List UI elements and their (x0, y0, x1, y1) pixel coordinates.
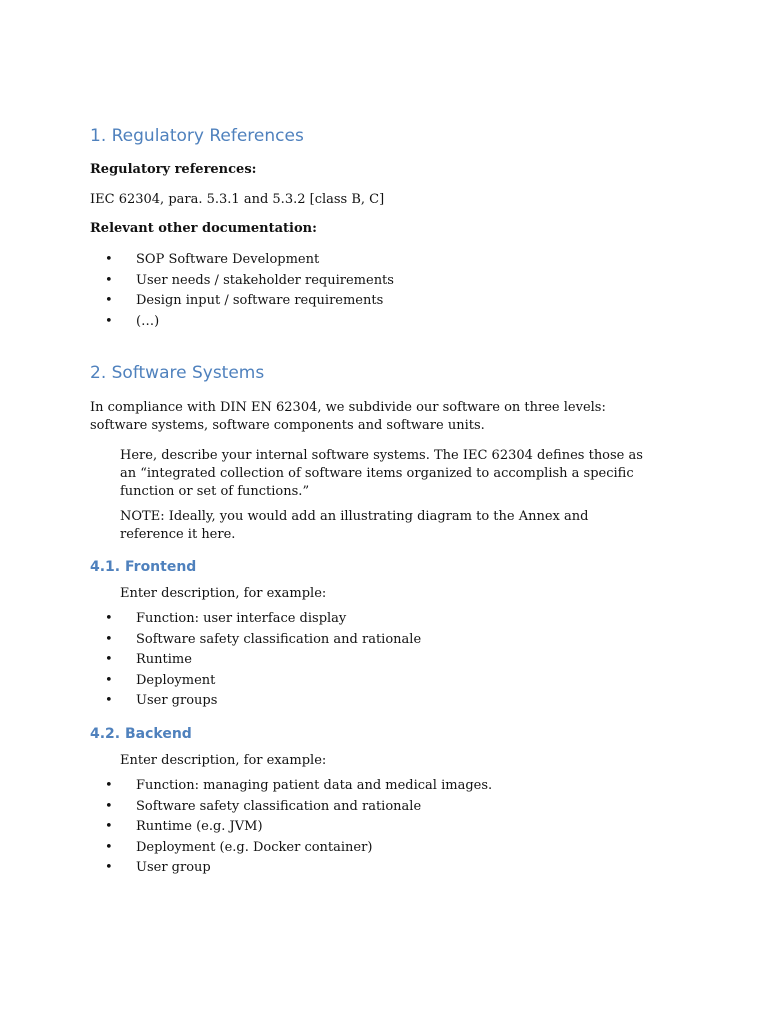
regulatory-references-text: IEC 62304, para. 5.3.1 and 5.3.2 [class B, C] (90, 192, 385, 207)
bullet-icon: • (105, 778, 113, 793)
list-item: • Deployment (105, 672, 216, 688)
other-documentation-label: Relevant other documentation: (90, 221, 317, 236)
list-item: • Deployment (e.g. Docker container) (105, 839, 373, 855)
regulatory-references-label: Regulatory references: (90, 162, 257, 177)
bullet-icon: • (105, 272, 113, 288)
frontend-intro: Enter description, for example: (120, 586, 327, 601)
backend-intro: Enter description, for example: (120, 753, 327, 768)
bullet-icon: • (105, 693, 113, 708)
bullet-icon: • (105, 860, 113, 875)
list-item: • Runtime (105, 652, 192, 667)
list-item: • Design input / software requirements (105, 293, 384, 308)
list-item: • Software safety classification and rationale (105, 631, 422, 647)
bullet-icon: • (105, 798, 113, 814)
backend-heading: 4.2. Backend (90, 726, 192, 742)
list-item: • Function: user interface display (105, 611, 347, 626)
bullet-icon: • (105, 672, 113, 688)
bullet-icon: • (105, 819, 113, 834)
section-2-heading: 2. Software Systems (90, 363, 265, 383)
list-item: • Software safety classification and rationale (105, 798, 422, 814)
frontend-heading: 4.1. Frontend (90, 559, 197, 575)
list-item: • Function: managing patient data and medical images. (105, 778, 493, 793)
list-item: • Runtime (e.g. JVM) (105, 819, 263, 834)
section-2-intro: In compliance with DIN EN 62304, we subdivide our software on three levels: software systems, software components and software units. (90, 400, 606, 433)
frontend-list (91, 610, 421, 713)
backend-list (91, 777, 492, 880)
bullet-icon: • (105, 293, 113, 308)
bullet-icon: • (105, 652, 113, 667)
list-item: • SOP Software Development (105, 252, 320, 267)
list-item: • User groups (105, 693, 218, 708)
bullet-icon: • (105, 313, 113, 329)
bullet-icon: • (105, 631, 113, 647)
bullet-icon: • (105, 611, 113, 626)
list-item: • User needs / stakeholder requirements (105, 272, 394, 288)
bullet-icon: • (105, 252, 113, 267)
list-item: • User group (105, 860, 211, 875)
section-1-heading: 1. Regulatory References (90, 126, 304, 146)
other-documentation-list (91, 251, 394, 333)
section-2-note: NOTE: Ideally, you would add an illustrating diagram to the Annex and reference it here. (120, 509, 589, 542)
list-item: • (…) (105, 313, 160, 329)
section-2-describe: Here, describe your internal software systems. The IEC 62304 defines those as an “integrated collection of software items organized to accomplish a specific function or set of functions.” (120, 448, 643, 499)
bullet-icon: • (105, 839, 113, 855)
